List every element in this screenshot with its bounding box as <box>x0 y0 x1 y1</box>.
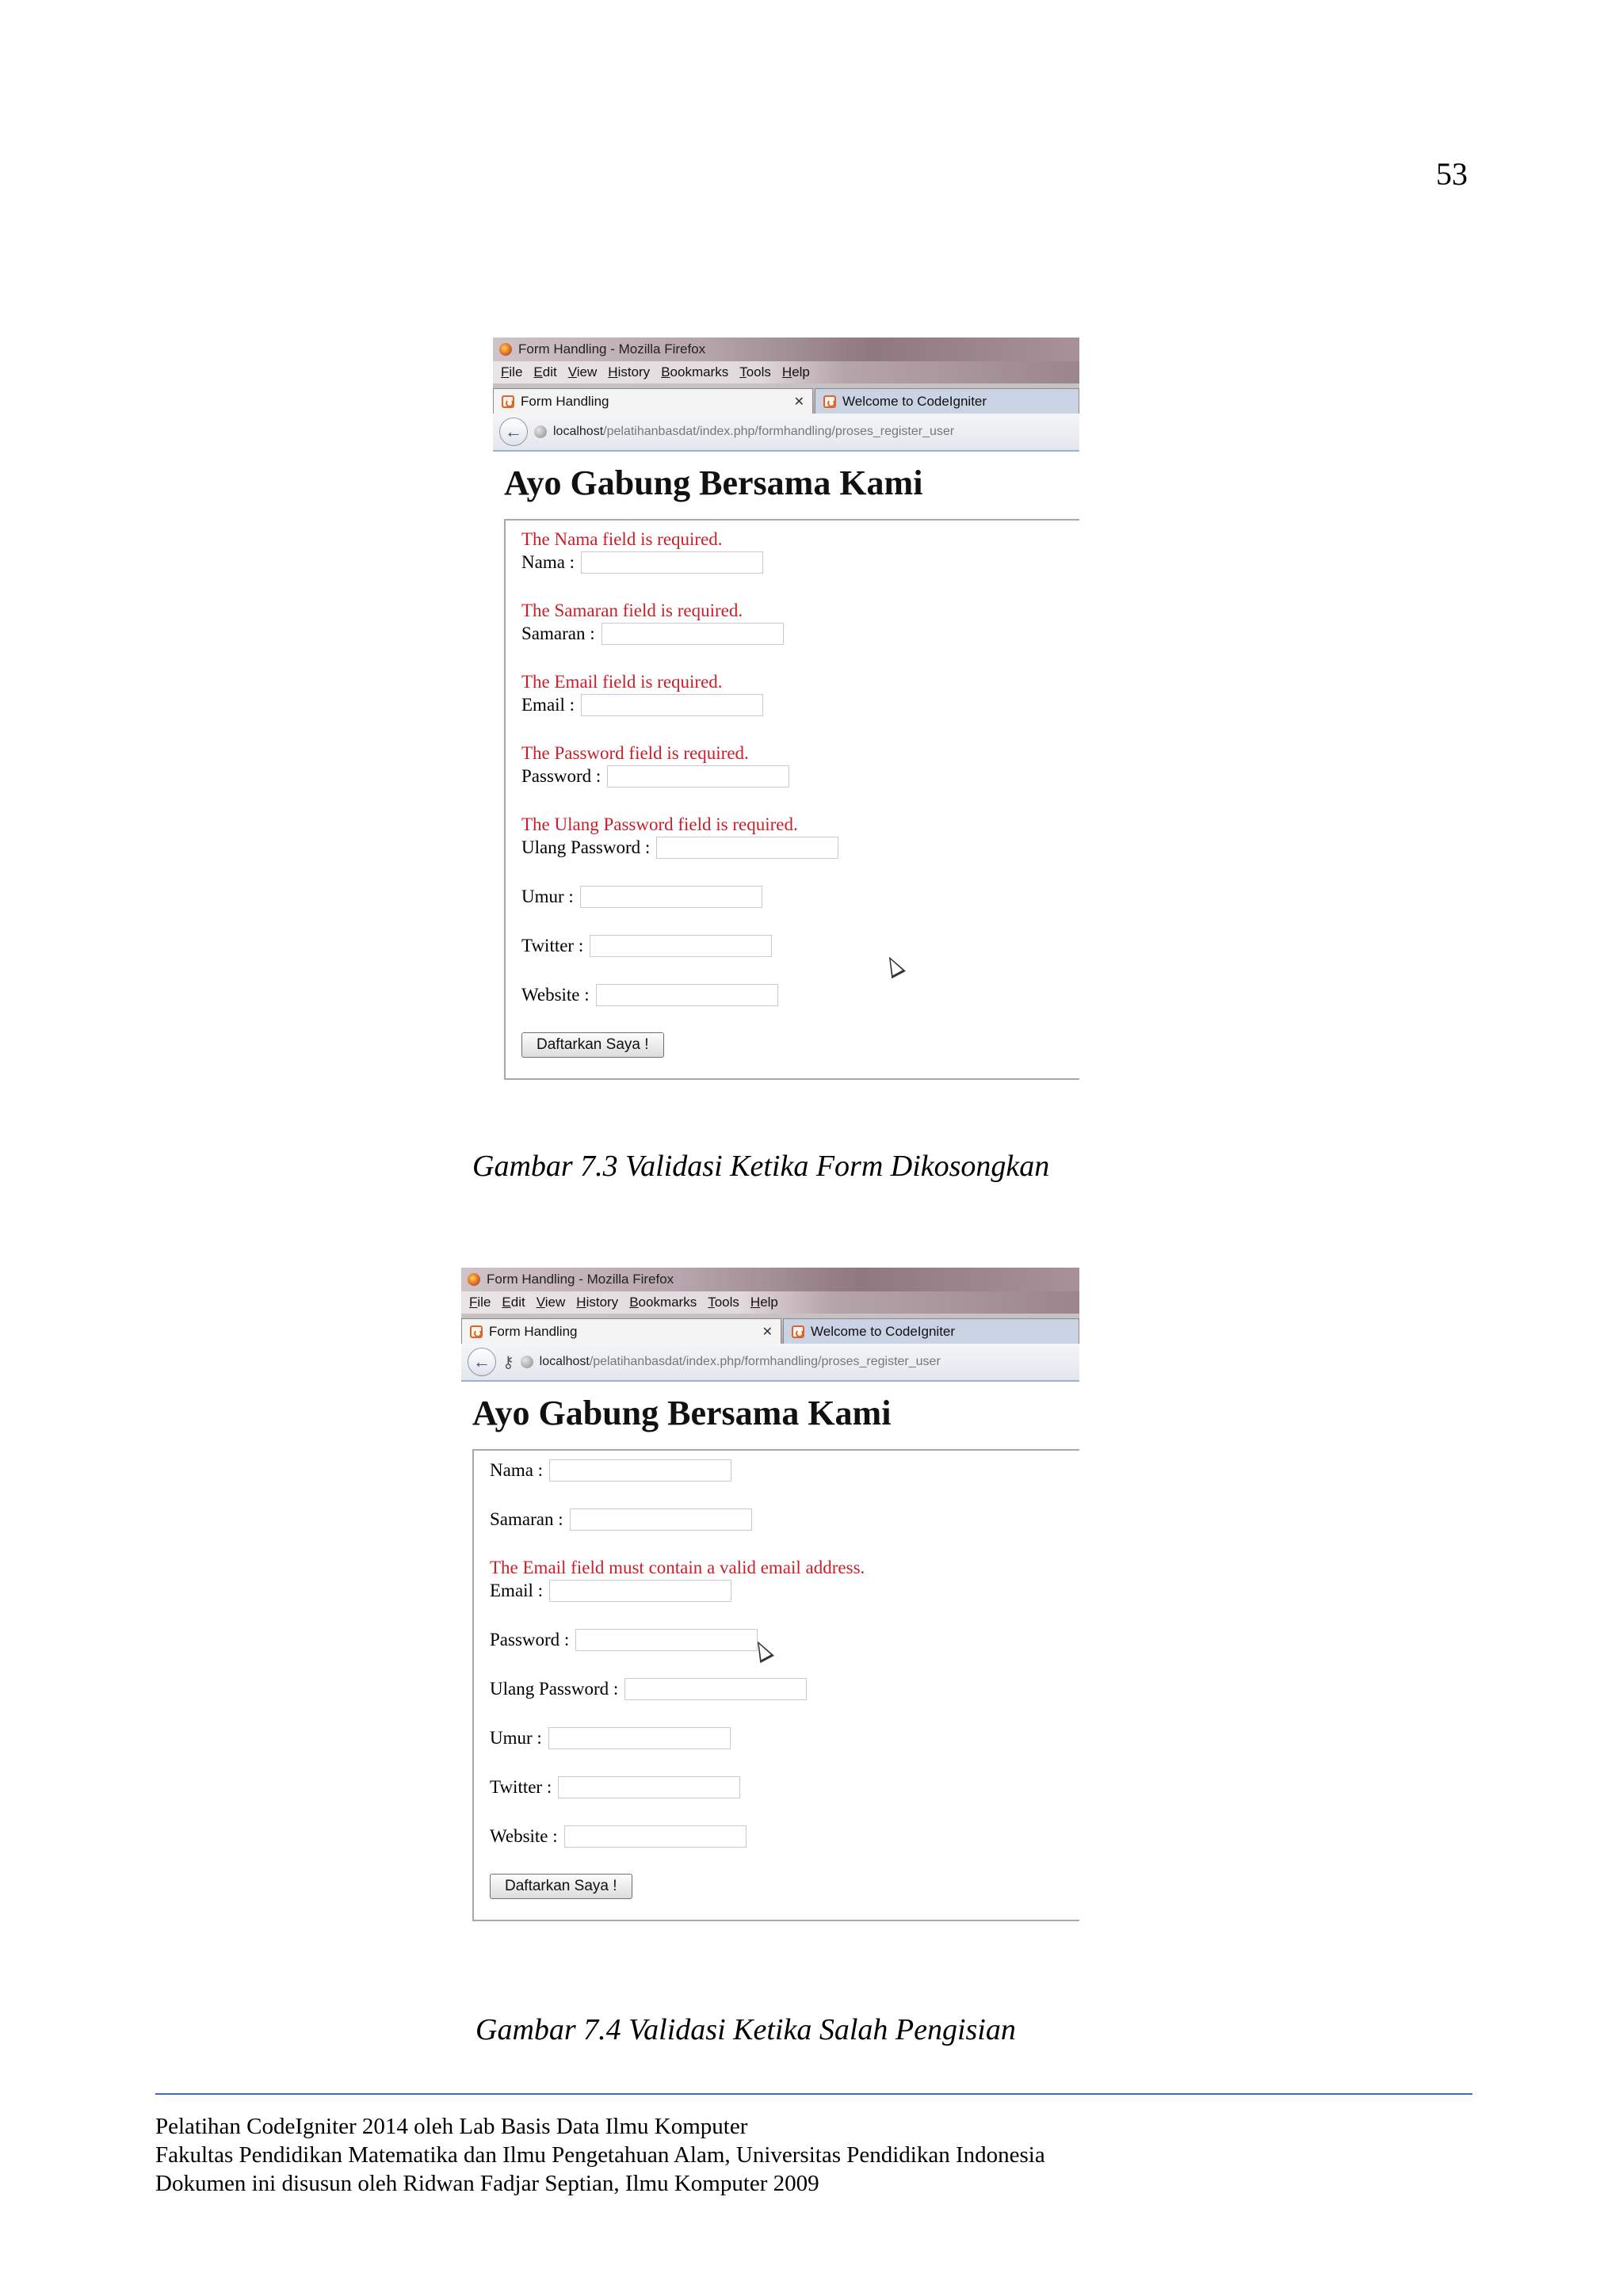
window-title: Form Handling - Mozilla Firefox <box>518 341 706 357</box>
tab-label: Welcome to CodeIgniter <box>811 1323 956 1339</box>
window-title: Form Handling - Mozilla Firefox <box>487 1272 674 1287</box>
url-bar[interactable] <box>553 425 954 439</box>
twitter-input[interactable] <box>558 1776 740 1798</box>
menu-tools[interactable]: Tools <box>708 1295 739 1310</box>
close-icon[interactable]: ✕ <box>793 395 804 409</box>
website-input[interactable] <box>564 1825 747 1848</box>
ulang-password-label: Ulang Password : <box>490 1679 619 1699</box>
back-arrow-icon[interactable]: ← <box>499 418 528 446</box>
password-label: Password : <box>521 766 601 786</box>
figure-caption-2: Gambar 7.4 Validasi Ketika Salah Pengisian <box>475 2013 1016 2046</box>
footer <box>155 2112 1045 2198</box>
figure-caption-1: Gambar 7.3 Validasi Ketika Form Dikosongkan <box>472 1150 1050 1183</box>
menu-file[interactable]: File <box>469 1295 491 1310</box>
footer-line-1: Pelatihan CodeIgniter 2014 oleh Lab Basis Data Ilmu Komputer <box>155 2114 748 2139</box>
globe-icon <box>521 1356 533 1368</box>
twitter-input[interactable] <box>590 935 772 957</box>
tab-label: Form Handling <box>489 1323 578 1339</box>
tab-bar <box>461 1314 1079 1344</box>
tab-form-handling[interactable] <box>493 388 813 414</box>
page-content <box>493 463 1079 1080</box>
footer-line-2: Fakultas Pendidikan Matematika dan Ilmu Pengetahuan Alam, Universitas Pendidikan Indonesia <box>155 2142 1045 2168</box>
umur-input[interactable] <box>580 886 762 908</box>
codeigniter-icon <box>823 395 836 408</box>
email-error: The Email field is required. <box>521 672 723 692</box>
url-path: /pelatihanbasdat/index.php/formhandling/proses_register_user <box>589 1355 941 1368</box>
menu-help[interactable]: Help <box>781 364 810 379</box>
menu-view[interactable]: View <box>567 364 598 379</box>
back-arrow-icon[interactable]: ← <box>468 1348 496 1376</box>
window-titlebar <box>461 1268 1079 1291</box>
twitter-label: Twitter : <box>521 936 584 955</box>
ulang-password-input[interactable] <box>656 837 838 859</box>
website-label: Website : <box>521 985 590 1005</box>
nama-input[interactable] <box>581 551 763 574</box>
url-host: localhost <box>539 1355 590 1368</box>
register-form <box>504 519 1079 1080</box>
footer-divider <box>155 2093 1472 2095</box>
samaran-error: The Samaran field is required. <box>521 601 743 620</box>
globe-icon <box>534 425 547 438</box>
menu-bar <box>493 361 1079 383</box>
umur-label: Umur : <box>521 887 574 906</box>
menu-history[interactable]: History <box>608 364 651 379</box>
website-input[interactable] <box>596 984 778 1006</box>
url-path: /pelatihanbasdat/index.php/formhandling/proses_register_user <box>603 425 955 438</box>
submit-button[interactable]: Daftarkan Saya ! <box>521 1032 664 1058</box>
website-label: Website : <box>490 1826 558 1846</box>
firefox-icon <box>499 343 512 356</box>
password-input[interactable] <box>575 1629 758 1651</box>
codeigniter-icon <box>470 1325 483 1338</box>
umur-input[interactable] <box>548 1727 731 1749</box>
samaran-label: Samaran : <box>521 624 595 643</box>
url-host: localhost <box>553 425 604 438</box>
ulang-password-input[interactable] <box>624 1678 807 1700</box>
tab-label: Form Handling <box>521 393 609 409</box>
ulang-password-error: The Ulang Password field is required. <box>521 814 798 834</box>
key-icon: ⚷ <box>502 1353 514 1371</box>
nama-input[interactable] <box>549 1459 731 1482</box>
twitter-label: Twitter : <box>490 1777 552 1797</box>
register-form <box>472 1449 1079 1921</box>
menu-bar <box>461 1291 1079 1314</box>
email-input[interactable] <box>581 694 763 716</box>
samaran-label: Samaran : <box>490 1509 563 1529</box>
menu-bookmarks[interactable]: Bookmarks <box>629 1295 697 1310</box>
password-label: Password : <box>490 1630 570 1650</box>
menu-history[interactable]: History <box>576 1295 619 1310</box>
menu-bookmarks[interactable]: Bookmarks <box>661 364 729 379</box>
codeigniter-icon <box>792 1325 804 1338</box>
nama-error: The Nama field is required. <box>521 529 723 549</box>
ulang-password-label: Ulang Password : <box>521 837 651 857</box>
password-input[interactable] <box>607 765 789 788</box>
email-label: Email : <box>521 695 575 715</box>
menu-view[interactable]: View <box>536 1295 566 1310</box>
tab-bar <box>493 383 1079 414</box>
menu-help[interactable]: Help <box>750 1295 778 1310</box>
umur-label: Umur : <box>490 1728 542 1748</box>
tab-form-handling[interactable] <box>461 1318 781 1344</box>
menu-edit[interactable]: Edit <box>502 1295 525 1310</box>
menu-edit[interactable]: Edit <box>533 364 557 379</box>
tab-label: Welcome to CodeIgniter <box>842 393 987 409</box>
window-titlebar <box>493 338 1079 361</box>
tab-welcome[interactable] <box>783 1318 1079 1344</box>
samaran-input[interactable] <box>601 623 784 645</box>
codeigniter-icon <box>502 395 514 408</box>
email-input[interactable] <box>549 1580 731 1602</box>
menu-file[interactable]: File <box>501 364 523 379</box>
tab-welcome[interactable] <box>815 388 1079 414</box>
email-label: Email : <box>490 1581 544 1600</box>
password-error: The Password field is required. <box>521 743 749 763</box>
menu-tools[interactable]: Tools <box>739 364 771 379</box>
page-number: 53 <box>1436 156 1468 192</box>
close-icon[interactable]: ✕ <box>762 1325 773 1339</box>
email-error: The Email field must contain a valid email address. <box>490 1558 865 1577</box>
nama-label: Nama : <box>521 552 575 572</box>
page-heading: Ayo Gabung Bersama Kami <box>504 463 923 502</box>
screenshot-figure-1 <box>493 338 1079 1117</box>
firefox-icon <box>468 1273 480 1286</box>
footer-line-3: Dokumen ini disusun oleh Ridwan Fadjar Septian, Ilmu Komputer 2009 <box>155 2171 819 2196</box>
nama-label: Nama : <box>490 1460 544 1480</box>
navigation-bar <box>461 1344 1079 1382</box>
screenshot-figure-2 <box>461 1268 1079 2004</box>
url-bar[interactable] <box>540 1355 941 1369</box>
submit-button[interactable]: Daftarkan Saya ! <box>490 1874 632 1899</box>
samaran-input[interactable] <box>570 1508 752 1531</box>
page-heading: Ayo Gabung Bersama Kami <box>472 1394 892 1432</box>
navigation-bar <box>493 414 1079 452</box>
